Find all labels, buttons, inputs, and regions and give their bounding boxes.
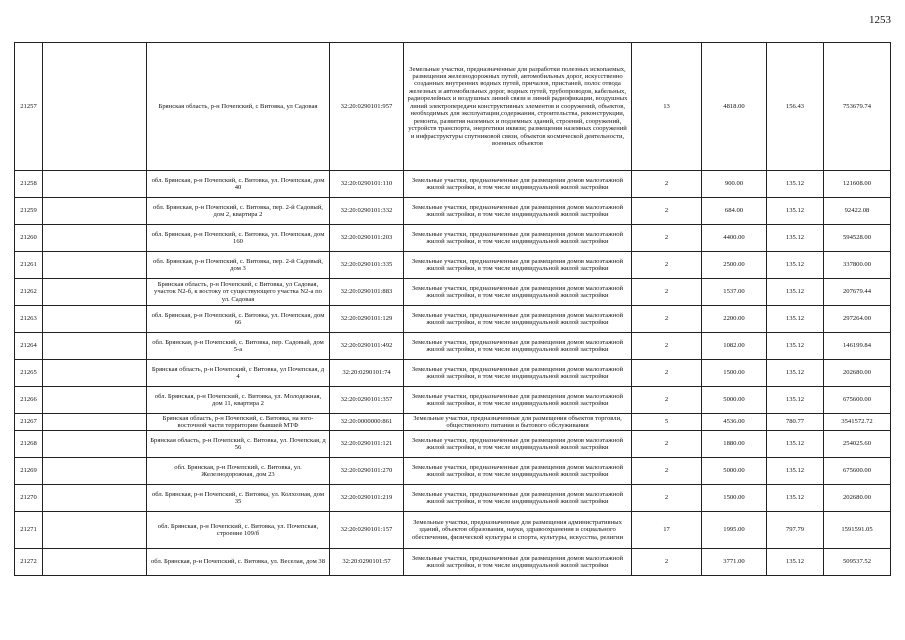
- land-use-cell: Земельные участки, предназначенные для размещения домов малоэтажной жилой застройки, в том числе индивидуальной жилой застройки: [404, 252, 632, 279]
- cadastral-value-cell: 337800.00: [824, 252, 891, 279]
- row-id: 21266: [15, 387, 43, 414]
- table-row: [15, 198, 891, 225]
- address-cell: обл. Брянская, р-н Почепский, с. Витовка, ул. Железнодорожная, дом 23: [147, 458, 330, 485]
- empty-cell: [43, 43, 147, 171]
- empty-cell: [43, 485, 147, 512]
- row-id: 21272: [15, 549, 43, 576]
- empty-cell: [43, 549, 147, 576]
- rate-cell: 135.12: [767, 225, 824, 252]
- rate-cell: 135.12: [767, 171, 824, 198]
- land-use-cell: Земельные участки, предназначенные для разработки полезных ископаемых, размещения железнодорожных путей, автомобильных дорог, искусственно созданных внутренних водных путей, причалов, пристаней, полос отвода железных и автомобильных дорог, водных путей, трубопроводов, кабельных, радиорелейных и воздушных линий связи и линий радиофикации, воздушных линий электропередачи конструктивных элементов и сооружений, объектов, необходимых для эксплуатации,содержания, строительства, реконструкции, ремонта, развития наземных и подземных зданий, строений, сооружений, устройств транспорта, энергетики иквязи; размещения наземных сооружений и инфраструктуры спутниковой связи, объектов космической деятельности, военных объектов: [404, 43, 632, 171]
- cadastral-number-cell: 32:20:0290101:357: [330, 387, 404, 414]
- cadastral-value-cell: 753679.74: [824, 43, 891, 171]
- cadastral-number-cell: 32:20:0290101:219: [330, 485, 404, 512]
- group-number-cell: 2: [632, 458, 702, 485]
- cadastral-number-cell: 32:20:0290101:492: [330, 333, 404, 360]
- page-number: 1253: [869, 14, 891, 26]
- empty-cell: [43, 279, 147, 306]
- group-number-cell: 2: [632, 252, 702, 279]
- table-row: [15, 225, 891, 252]
- area-cell: 1537.00: [702, 279, 767, 306]
- address-cell: обл. Брянская, р-н Почепский, с. Витовка, ул. Почепская, дом 160: [147, 225, 330, 252]
- table-row: [15, 431, 891, 458]
- cadastral-value-cell: 254025.60: [824, 431, 891, 458]
- land-use-cell: Земельные участки, предназначенные для размещения административных зданий, объектов образования, науки, здравоохранения и социального обеспечения, физической культуры и спорта, культуры, искусства, религии: [404, 512, 632, 549]
- address-cell: обл. Брянская, р-н Почепский, с. Витовка, ул. Почепская, строение 109/б: [147, 512, 330, 549]
- table-row: [15, 414, 891, 431]
- cadastral-value-cell: 92422.08: [824, 198, 891, 225]
- rate-cell: 135.12: [767, 549, 824, 576]
- cadastral-value-cell: 202680.00: [824, 360, 891, 387]
- address-cell: Брянская область, р-н Почепский, с Витовка, ул Садовая: [147, 43, 330, 171]
- empty-cell: [43, 333, 147, 360]
- group-number-cell: 13: [632, 43, 702, 171]
- cadastral-number-cell: 32:20:0290101:957: [330, 43, 404, 171]
- address-cell: обл. Брянская, р-н Почепский, с. Витовка, ул. Почепская, дом 66: [147, 306, 330, 333]
- group-number-cell: 2: [632, 387, 702, 414]
- cadastral-value-cell: 509537.52: [824, 549, 891, 576]
- cadastral-number-cell: 32:20:0290101:270: [330, 458, 404, 485]
- cadastral-number-cell: 32:20:0290101:157: [330, 512, 404, 549]
- group-number-cell: 2: [632, 279, 702, 306]
- row-id: 21269: [15, 458, 43, 485]
- cadastral-value-cell: 297264.00: [824, 306, 891, 333]
- cadastral-number-cell: 32:20:0000000:861: [330, 414, 404, 431]
- land-use-cell: Земельные участки, предназначенные для размещения домов малоэтажной жилой застройки, в том числе индивидуальной жилой застройки: [404, 225, 632, 252]
- cadastral-value-cell: 3541572.72: [824, 414, 891, 431]
- cadastral-value-cell: 207679.44: [824, 279, 891, 306]
- area-cell: 4536.00: [702, 414, 767, 431]
- cadastral-number-cell: 32:20:0290101:57: [330, 549, 404, 576]
- row-id: 21257: [15, 43, 43, 171]
- address-cell: обл. Брянская, р-н Почепский, с. Витовка, ул. Веселая, дом 38: [147, 549, 330, 576]
- group-number-cell: 2: [632, 225, 702, 252]
- empty-cell: [43, 458, 147, 485]
- empty-cell: [43, 360, 147, 387]
- row-id: 21267: [15, 414, 43, 431]
- cadastral-number-cell: 32:20:0290101:129: [330, 306, 404, 333]
- rate-cell: 135.12: [767, 333, 824, 360]
- group-number-cell: 2: [632, 198, 702, 225]
- area-cell: 2200.00: [702, 306, 767, 333]
- group-number-cell: 2: [632, 306, 702, 333]
- table-row: [15, 360, 891, 387]
- rate-cell: 135.12: [767, 198, 824, 225]
- rate-cell: 156.43: [767, 43, 824, 171]
- rate-cell: 135.12: [767, 387, 824, 414]
- empty-cell: [43, 431, 147, 458]
- cadastral-value-cell: 202680.00: [824, 485, 891, 512]
- cadastral-number-cell: 32:20:0290101:335: [330, 252, 404, 279]
- rate-cell: 135.12: [767, 431, 824, 458]
- area-cell: 2500.00: [702, 252, 767, 279]
- table-row: [15, 279, 891, 306]
- rate-cell: 135.12: [767, 279, 824, 306]
- land-use-cell: Земельные участки, предназначенные для размещения домов малоэтажной жилой застройки, в том числе индивидуальной жилой застройки: [404, 549, 632, 576]
- address-cell: обл. Брянская, р-н Почепский, с. Витовка, пер. Садовый, дом 5-а: [147, 333, 330, 360]
- land-use-cell: Земельные участки, предназначенные для размещения домов малоэтажной жилой застройки, в том числе индивидуальной жилой застройки: [404, 198, 632, 225]
- cadastral-number-cell: 32:20:0290101:203: [330, 225, 404, 252]
- land-use-cell: Земельные участки, предназначенные для размещения домов малоэтажной жилой застройки, в том числе индивидуальной жилой застройки: [404, 279, 632, 306]
- rate-cell: 135.12: [767, 360, 824, 387]
- cadastral-number-cell: 32:20:0290101:332: [330, 198, 404, 225]
- area-cell: 684.00: [702, 198, 767, 225]
- address-cell: обл. Брянская, р-н Почепский, с. Витовка, ул. Молодежная, дом 11, квартира 2: [147, 387, 330, 414]
- area-cell: 1082.00: [702, 333, 767, 360]
- cadastral-value-cell: 675600.00: [824, 458, 891, 485]
- area-cell: 4400.00: [702, 225, 767, 252]
- group-number-cell: 5: [632, 414, 702, 431]
- cadastral-number-cell: 32:20:0290101:110: [330, 171, 404, 198]
- cadastral-value-cell: 121608.00: [824, 171, 891, 198]
- group-number-cell: 17: [632, 512, 702, 549]
- address-cell: Брянская область, р-н Почепский, с. Витовка, ул. Почепская, д 56: [147, 431, 330, 458]
- table-row: [15, 485, 891, 512]
- address-cell: обл. Брянская, р-н Почепский, с. Витовка, пер. 2-й Садовый, дом 3: [147, 252, 330, 279]
- address-cell: обл. Брянская, р-н Почепский, с. Витовка, ул. Почепская, дом 40: [147, 171, 330, 198]
- cadastral-number-cell: 32:20:0290101:883: [330, 279, 404, 306]
- row-id: 21271: [15, 512, 43, 549]
- cadastral-number-cell: 32:20:0290101:74: [330, 360, 404, 387]
- table-row: [15, 43, 891, 171]
- table-row: [15, 387, 891, 414]
- address-cell: обл. Брянская, р-н Почепский, с. Витовка, ул. Колхозная, дом 35: [147, 485, 330, 512]
- row-id: 21264: [15, 333, 43, 360]
- table-row: [15, 549, 891, 576]
- empty-cell: [43, 252, 147, 279]
- row-id: 21268: [15, 431, 43, 458]
- table-row: [15, 306, 891, 333]
- cadastral-value-cell: 675600.00: [824, 387, 891, 414]
- table-row: [15, 171, 891, 198]
- area-cell: 1500.00: [702, 360, 767, 387]
- land-use-cell: Земельные участки, предназначенные для размещения домов малоэтажной жилой застройки, в том числе индивидуальной жилой застройки: [404, 306, 632, 333]
- row-id: 21265: [15, 360, 43, 387]
- group-number-cell: 2: [632, 171, 702, 198]
- area-cell: 4818.00: [702, 43, 767, 171]
- row-id: 21261: [15, 252, 43, 279]
- empty-cell: [43, 225, 147, 252]
- row-id: 21259: [15, 198, 43, 225]
- area-cell: 1995.00: [702, 512, 767, 549]
- area-cell: 3771.00: [702, 549, 767, 576]
- address-cell: Брянская область, р-н Почепский, с Витовка, ул Почепская, д 4: [147, 360, 330, 387]
- rate-cell: 797.79: [767, 512, 824, 549]
- row-id: 21263: [15, 306, 43, 333]
- address-cell: Брянская область, р-н Почепский, с Витовка, ул Садовая, участок N2-б, к востоку от существующего участка N2-а по ул. Садовая: [147, 279, 330, 306]
- land-use-cell: Земельные участки, предназначенные для размещения домов малоэтажной жилой застройки, в том числе индивидуальной жилой застройки: [404, 387, 632, 414]
- cadastral-value-cell: 146199.84: [824, 333, 891, 360]
- rate-cell: 780.77: [767, 414, 824, 431]
- cadastral-number-cell: 32:20:0290101:121: [330, 431, 404, 458]
- land-use-cell: Земельные участки, предназначенные для размещения домов малоэтажной жилой застройки, в том числе индивидуальной жилой застройки: [404, 485, 632, 512]
- group-number-cell: 2: [632, 431, 702, 458]
- rate-cell: 135.12: [767, 252, 824, 279]
- rate-cell: 135.12: [767, 485, 824, 512]
- empty-cell: [43, 387, 147, 414]
- area-cell: 5000.00: [702, 458, 767, 485]
- address-cell: обл. Брянская, р-н Почепский, с. Витовка, пер. 2-й Садовый, дом 2, квартира 2: [147, 198, 330, 225]
- area-cell: 900.00: [702, 171, 767, 198]
- empty-cell: [43, 414, 147, 431]
- land-use-cell: Земельные участки, предназначенные для размещения домов малоэтажной жилой застройки, в том числе индивидуальной жилой застройки: [404, 458, 632, 485]
- empty-cell: [43, 306, 147, 333]
- empty-cell: [43, 198, 147, 225]
- land-use-cell: Земельные участки, предназначенные для размещения домов малоэтажной жилой застройки, в том числе индивидуальной жилой застройки: [404, 431, 632, 458]
- group-number-cell: 2: [632, 333, 702, 360]
- area-cell: 1500.00: [702, 485, 767, 512]
- empty-cell: [43, 512, 147, 549]
- land-use-cell: Земельные участки, предназначенные для размещения объектов торговли, общественного питания и бытового обслуживания: [404, 414, 632, 431]
- rate-cell: 135.12: [767, 458, 824, 485]
- cadastral-value-cell: 1591591.05: [824, 512, 891, 549]
- address-cell: Брянская область, р-н Почепский, с. Витовка, на юго-восточной части территории бывшей МТФ: [147, 414, 330, 431]
- group-number-cell: 2: [632, 485, 702, 512]
- row-id: 21258: [15, 171, 43, 198]
- cadastral-value-table: [14, 42, 891, 576]
- area-cell: 1880.00: [702, 431, 767, 458]
- land-use-cell: Земельные участки, предназначенные для размещения домов малоэтажной жилой застройки, в том числе индивидуальной жилой застройки: [404, 360, 632, 387]
- table-row: [15, 252, 891, 279]
- cadastral-value-cell: 594528.00: [824, 225, 891, 252]
- area-cell: 5000.00: [702, 387, 767, 414]
- row-id: 21262: [15, 279, 43, 306]
- land-use-cell: Земельные участки, предназначенные для размещения домов малоэтажной жилой застройки, в том числе индивидуальной жилой застройки: [404, 333, 632, 360]
- row-id: 21270: [15, 485, 43, 512]
- rate-cell: 135.12: [767, 306, 824, 333]
- land-use-cell: Земельные участки, предназначенные для размещения домов малоэтажной жилой застройки, в том числе индивидуальной жилой застройки: [404, 171, 632, 198]
- table-row: [15, 458, 891, 485]
- table-row: [15, 512, 891, 549]
- empty-cell: [43, 171, 147, 198]
- group-number-cell: 2: [632, 549, 702, 576]
- table-row: [15, 333, 891, 360]
- row-id: 21260: [15, 225, 43, 252]
- group-number-cell: 2: [632, 360, 702, 387]
